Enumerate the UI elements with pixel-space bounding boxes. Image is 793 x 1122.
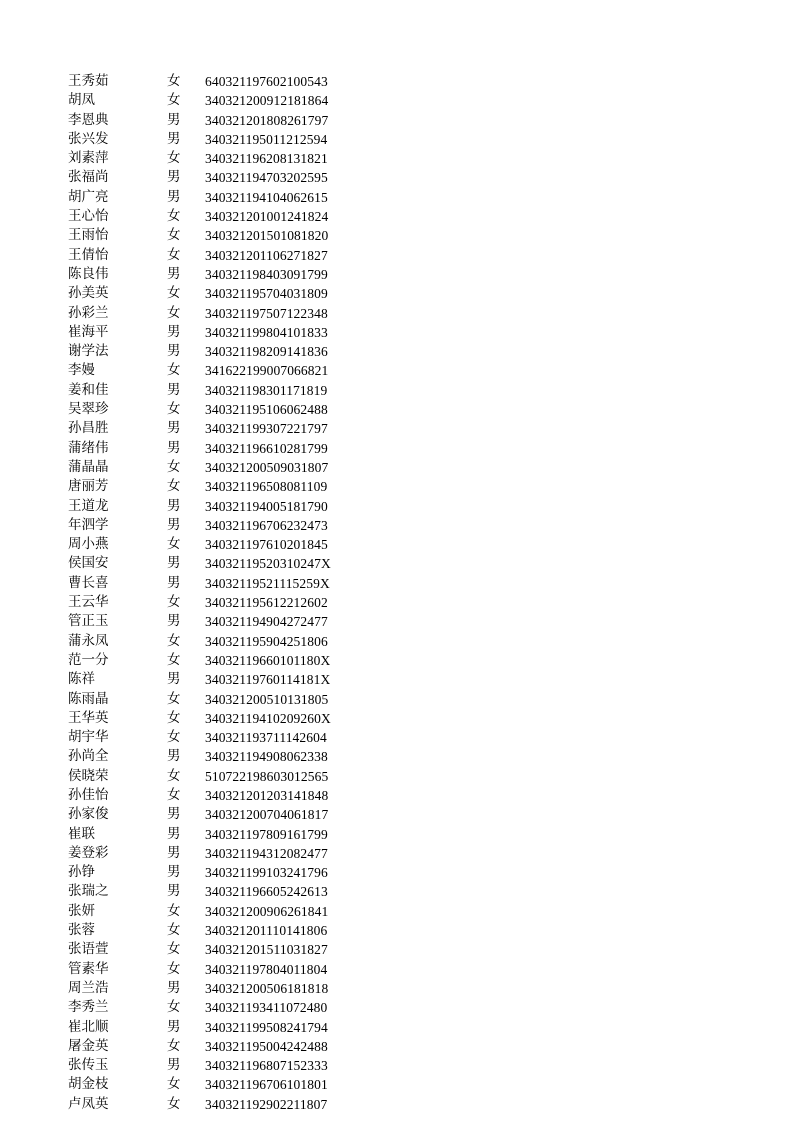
list-item xyxy=(0,1056,793,1075)
person-name: 吴翠珍 xyxy=(68,401,109,418)
person-id-number: 340321195904251806 xyxy=(205,633,328,649)
person-id-number: 340321194908062338 xyxy=(205,749,328,765)
person-id-number: 340321199508241794 xyxy=(205,1019,328,1035)
person-gender: 女 xyxy=(167,709,181,726)
person-id-number: 34032119521115259X xyxy=(205,575,330,591)
person-gender: 男 xyxy=(167,111,181,128)
list-item xyxy=(0,805,793,824)
list-item xyxy=(0,111,793,130)
person-id-number: 340321201808261797 xyxy=(205,112,329,128)
list-item xyxy=(0,690,793,709)
person-name: 管正玉 xyxy=(68,613,109,630)
person-gender: 女 xyxy=(167,536,181,553)
list-item xyxy=(0,535,793,554)
person-name: 屠金英 xyxy=(68,1037,109,1054)
list-item xyxy=(0,747,793,766)
person-gender: 男 xyxy=(167,265,181,282)
person-id-number: 340321196605242613 xyxy=(205,884,328,900)
person-name: 胡广亮 xyxy=(68,188,109,205)
person-id-number: 34032119520310247X xyxy=(205,556,331,572)
list-item xyxy=(0,825,793,844)
person-name: 陈雨晶 xyxy=(68,690,109,707)
person-name: 周小燕 xyxy=(68,536,109,553)
list-item xyxy=(0,998,793,1017)
person-name: 范一分 xyxy=(68,651,109,668)
list-item xyxy=(0,651,793,670)
person-gender: 女 xyxy=(167,632,181,649)
person-gender: 男 xyxy=(167,806,181,823)
list-item xyxy=(0,458,793,477)
person-id-number: 340321199307221797 xyxy=(205,421,328,437)
person-id-number: 340321196807152333 xyxy=(205,1058,328,1074)
person-name: 王云华 xyxy=(68,594,109,611)
list-item xyxy=(0,593,793,612)
person-name: 侯晓荣 xyxy=(68,767,109,784)
person-id-number: 340321194904272477 xyxy=(205,614,328,630)
person-name: 周兰浩 xyxy=(68,979,109,996)
list-item xyxy=(0,979,793,998)
person-id-number: 340321197804011804 xyxy=(205,961,328,977)
person-gender: 男 xyxy=(167,1018,181,1035)
person-name: 陈祥 xyxy=(68,671,95,688)
person-gender: 男 xyxy=(167,1057,181,1074)
person-gender: 男 xyxy=(167,979,181,996)
person-gender: 男 xyxy=(167,130,181,147)
person-name: 胡宇华 xyxy=(68,729,109,746)
list-item xyxy=(0,168,793,187)
person-gender: 男 xyxy=(167,323,181,340)
person-gender: 男 xyxy=(167,439,181,456)
person-gender: 女 xyxy=(167,902,181,919)
list-item xyxy=(0,400,793,419)
person-id-number: 340321200906261841 xyxy=(205,903,329,919)
list-item xyxy=(0,439,793,458)
list-item xyxy=(0,612,793,631)
person-gender: 女 xyxy=(167,401,181,418)
person-id-number: 340321200510131805 xyxy=(205,691,329,707)
person-id-number: 340321198209141836 xyxy=(205,344,328,360)
list-item xyxy=(0,940,793,959)
person-name: 崔海平 xyxy=(68,323,109,340)
person-name: 张妍 xyxy=(68,902,95,919)
person-gender: 男 xyxy=(167,420,181,437)
person-name: 胡金枝 xyxy=(68,1076,109,1093)
list-item xyxy=(0,323,793,342)
person-id-number: 340321201511031827 xyxy=(205,942,328,958)
person-id-number: 340321200506181818 xyxy=(205,980,329,996)
list-item xyxy=(0,554,793,573)
person-name: 年泗学 xyxy=(68,516,109,533)
person-gender: 女 xyxy=(167,786,181,803)
person-id-number: 341622199007066821 xyxy=(205,363,329,379)
person-name: 孙家俊 xyxy=(68,806,109,823)
person-name: 蒲晶晶 xyxy=(68,458,109,475)
list-item xyxy=(0,767,793,786)
person-id-number: 640321197602100543 xyxy=(205,74,328,89)
person-name: 孙尚全 xyxy=(68,748,109,765)
person-gender: 女 xyxy=(167,594,181,611)
list-item xyxy=(0,149,793,168)
list-item xyxy=(0,1075,793,1094)
person-name: 崔北顺 xyxy=(68,1018,109,1035)
person-name: 陈良伟 xyxy=(68,265,109,282)
person-name: 李嫚 xyxy=(68,362,95,379)
person-name: 王秀茹 xyxy=(68,73,109,89)
person-name: 姜登彩 xyxy=(68,844,109,861)
list-item xyxy=(0,188,793,207)
person-id-number: 340321193411072480 xyxy=(205,1000,328,1016)
person-gender: 女 xyxy=(167,208,181,225)
person-name: 张瑞之 xyxy=(68,883,109,900)
person-gender: 女 xyxy=(167,150,181,167)
person-id-number: 340321200509031807 xyxy=(205,459,329,475)
list-item xyxy=(0,844,793,863)
person-gender: 男 xyxy=(167,864,181,881)
person-id-number: 340321201501081820 xyxy=(205,228,329,244)
person-gender: 男 xyxy=(167,555,181,572)
person-gender: 女 xyxy=(167,1095,181,1112)
list-item xyxy=(0,284,793,303)
person-id-number: 340321196208131821 xyxy=(205,151,328,167)
person-name: 胡凤 xyxy=(68,92,95,109)
person-id-number: 340321192902211807 xyxy=(205,1096,328,1112)
person-id-number: 340321197610201845 xyxy=(205,537,328,553)
list-item xyxy=(0,226,793,245)
person-gender: 女 xyxy=(167,922,181,939)
person-name: 侯国安 xyxy=(68,555,109,572)
person-name: 孙佳怡 xyxy=(68,786,109,803)
person-id-number: 340321196706101801 xyxy=(205,1077,328,1093)
person-gender: 男 xyxy=(167,883,181,900)
person-id-number: 340321194312082477 xyxy=(205,845,328,861)
person-id-number: 340321193711142604 xyxy=(205,730,327,746)
person-name: 张福尚 xyxy=(68,169,109,186)
person-id-number: 510722198603012565 xyxy=(205,768,329,784)
list-item xyxy=(0,477,793,496)
person-gender: 男 xyxy=(167,516,181,533)
person-gender: 女 xyxy=(167,729,181,746)
person-gender: 女 xyxy=(167,227,181,244)
person-name: 孙铮 xyxy=(68,864,95,881)
person-name: 张传玉 xyxy=(68,1057,109,1074)
list-item xyxy=(0,516,793,535)
person-id-number: 340321201106271827 xyxy=(205,247,328,263)
person-gender: 男 xyxy=(167,169,181,186)
person-gender: 女 xyxy=(167,73,181,89)
person-id-number: 340321196610281799 xyxy=(205,440,328,456)
person-name: 谢学法 xyxy=(68,343,109,360)
list-item xyxy=(0,207,793,226)
person-id-number: 340321201203141848 xyxy=(205,787,329,803)
person-id-number: 34032119660101180X xyxy=(205,652,331,668)
person-name: 孙美英 xyxy=(68,285,109,302)
person-gender: 男 xyxy=(167,671,181,688)
person-id-number: 340321198403091799 xyxy=(205,266,328,282)
person-name: 李恩典 xyxy=(68,111,109,128)
list-item xyxy=(0,670,793,689)
person-gender: 男 xyxy=(167,188,181,205)
list-item xyxy=(0,728,793,747)
list-item xyxy=(0,1037,793,1056)
list-item xyxy=(0,786,793,805)
person-name: 王心怡 xyxy=(68,208,109,225)
person-name: 王雨怡 xyxy=(68,227,109,244)
list-item xyxy=(0,419,793,438)
person-gender: 女 xyxy=(167,458,181,475)
person-id-number: 340321199103241796 xyxy=(205,865,328,881)
person-name: 孙彩兰 xyxy=(68,304,109,321)
person-id-number: 340321201110141806 xyxy=(205,923,328,939)
person-name: 曹长喜 xyxy=(68,574,109,591)
list-item xyxy=(0,265,793,284)
person-gender: 男 xyxy=(167,381,181,398)
list-item xyxy=(0,902,793,921)
list-item xyxy=(0,497,793,516)
person-id-number: 340321195106062488 xyxy=(205,402,328,418)
list-item xyxy=(0,882,793,901)
person-name: 卢凤英 xyxy=(68,1095,109,1112)
person-id-number: 340321194104062615 xyxy=(205,189,328,205)
person-name: 管素华 xyxy=(68,960,109,977)
list-item xyxy=(0,1018,793,1037)
person-gender: 女 xyxy=(167,362,181,379)
person-id-number: 340321201001241824 xyxy=(205,209,329,225)
person-id-number: 340321200704061817 xyxy=(205,807,329,823)
person-id-number: 340321195704031809 xyxy=(205,286,328,302)
person-name: 唐丽芳 xyxy=(68,478,109,495)
list-item xyxy=(0,863,793,882)
person-name: 王倩怡 xyxy=(68,246,109,263)
list-item xyxy=(0,72,793,91)
list-item xyxy=(0,304,793,323)
person-gender: 男 xyxy=(167,844,181,861)
person-gender: 男 xyxy=(167,825,181,842)
list-item xyxy=(0,709,793,728)
list-item xyxy=(0,1095,793,1114)
roster-list xyxy=(0,72,793,1114)
person-id-number: 340321195011212594 xyxy=(205,131,328,147)
person-gender: 女 xyxy=(167,478,181,495)
person-name: 孙昌胜 xyxy=(68,420,109,437)
person-id-number: 340321198301171819 xyxy=(205,382,328,398)
person-gender: 男 xyxy=(167,497,181,514)
person-gender: 女 xyxy=(167,1076,181,1093)
person-name: 张语萱 xyxy=(68,941,109,958)
person-gender: 女 xyxy=(167,92,181,109)
person-id-number: 340321197809161799 xyxy=(205,826,328,842)
list-item xyxy=(0,632,793,651)
person-name: 崔联 xyxy=(68,825,95,842)
person-id-number: 340321196706232473 xyxy=(205,517,328,533)
list-item xyxy=(0,960,793,979)
person-gender: 女 xyxy=(167,1037,181,1054)
person-name: 张蓉 xyxy=(68,922,95,939)
person-id-number: 340321200912181864 xyxy=(205,93,329,109)
person-gender: 女 xyxy=(167,941,181,958)
person-id-number: 340321199804101833 xyxy=(205,324,328,340)
person-gender: 女 xyxy=(167,304,181,321)
person-id-number: 34032119410209260X xyxy=(205,710,331,726)
person-gender: 女 xyxy=(167,960,181,977)
person-gender: 女 xyxy=(167,651,181,668)
person-id-number: 340321197507122348 xyxy=(205,305,328,321)
list-item xyxy=(0,342,793,361)
list-item xyxy=(0,921,793,940)
person-gender: 女 xyxy=(167,690,181,707)
list-item xyxy=(0,91,793,110)
person-id-number: 340321194703202595 xyxy=(205,170,328,186)
person-name: 王华英 xyxy=(68,709,109,726)
person-name: 刘素萍 xyxy=(68,150,109,167)
person-name: 王道龙 xyxy=(68,497,109,514)
list-item xyxy=(0,130,793,149)
person-gender: 男 xyxy=(167,613,181,630)
person-id-number: 340321195612212602 xyxy=(205,595,328,611)
person-id-number: 340321196508081109 xyxy=(205,479,328,495)
person-gender: 男 xyxy=(167,748,181,765)
list-item xyxy=(0,361,793,380)
person-gender: 女 xyxy=(167,767,181,784)
person-name: 张兴发 xyxy=(68,130,109,147)
person-name: 李秀兰 xyxy=(68,999,109,1016)
person-gender: 男 xyxy=(167,574,181,591)
person-name: 姜和佳 xyxy=(68,381,109,398)
person-gender: 女 xyxy=(167,246,181,263)
person-id-number: 34032119760114181X xyxy=(205,672,331,688)
person-gender: 男 xyxy=(167,343,181,360)
list-item xyxy=(0,574,793,593)
person-id-number: 340321195004242488 xyxy=(205,1038,328,1054)
person-name: 蒲永凤 xyxy=(68,632,109,649)
person-gender: 女 xyxy=(167,999,181,1016)
person-name: 蒲绪伟 xyxy=(68,439,109,456)
list-item xyxy=(0,381,793,400)
list-item xyxy=(0,246,793,265)
person-id-number: 340321194005181790 xyxy=(205,498,328,514)
person-gender: 女 xyxy=(167,285,181,302)
